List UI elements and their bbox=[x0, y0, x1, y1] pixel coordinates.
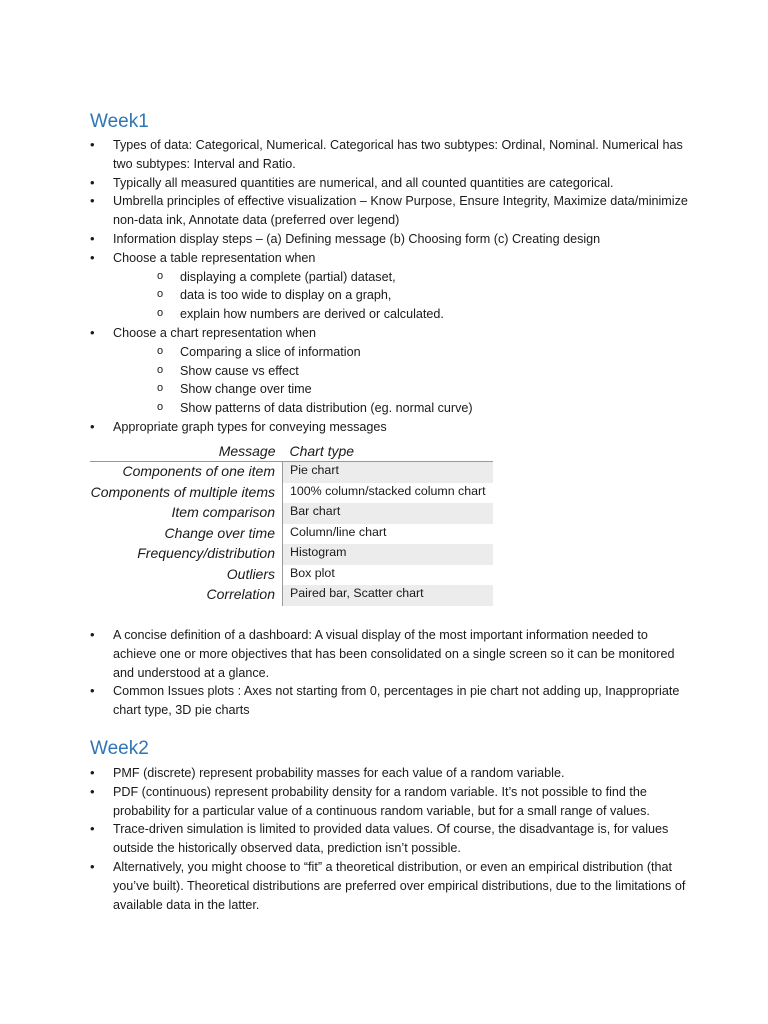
list-item: • PMF (discrete) represent probability masses for each value of a random variable. bbox=[90, 764, 690, 783]
list-item: • Alternatively, you might choose to “fit” a theoretical distribution, or even an empirical distribution (that you’ve built). Theoretical distributions are preferred over empirical distributions, due to the limitations of available data in the latter. bbox=[90, 858, 690, 914]
list-item bbox=[90, 249, 690, 324]
list-item: • Types of data: Categorical, Numerical. Categorical has two subtypes: Ordinal, Nominal. Numerical has two subtypes: Interval and Ratio. bbox=[90, 136, 690, 174]
table-row bbox=[90, 524, 493, 545]
table-row bbox=[90, 483, 493, 504]
sub-list-item: o displaying a complete (partial) dataset, bbox=[135, 268, 690, 287]
graph-types-table bbox=[90, 441, 493, 606]
table-cell-message: Correlation bbox=[90, 585, 283, 606]
table-cell-message: Components of one item bbox=[90, 462, 283, 483]
table-rep-sublist bbox=[113, 268, 690, 324]
table-cell-chart-type: Pie chart bbox=[283, 462, 493, 483]
sub-list-item: o data is too wide to display on a graph, bbox=[135, 286, 690, 305]
table-cell-chart-type: Column/line chart bbox=[290, 524, 387, 539]
table-row bbox=[90, 544, 493, 565]
week1-heading: Week1 bbox=[90, 111, 149, 132]
table-header-message: Message bbox=[90, 441, 283, 462]
week2-bullets bbox=[90, 764, 690, 914]
table-header-chart-type: Chart type bbox=[283, 441, 493, 462]
table-row bbox=[90, 503, 493, 524]
list-item: • Typically all measured quantities are numerical, and all counted quantities are categorical. bbox=[90, 174, 690, 193]
table-row bbox=[90, 462, 493, 483]
table-cell-chart-type: Box plot bbox=[290, 565, 335, 580]
list-item bbox=[90, 324, 690, 418]
table-cell-chart-type: Paired bar, Scatter chart bbox=[283, 585, 493, 606]
chart-rep-label: Choose a chart representation when bbox=[113, 325, 317, 340]
table-row bbox=[90, 565, 493, 586]
sub-list-item: o Show change over time bbox=[135, 380, 690, 399]
table-row bbox=[90, 585, 493, 606]
list-item: • Trace-driven simulation is limited to provided data values. Of course, the disadvantage is, for values outside the historically observed data, prediction isn’t possible. bbox=[90, 820, 690, 858]
table-cell-message: Frequency/distribution bbox=[90, 544, 283, 565]
table-cell-message: Outliers bbox=[90, 565, 283, 586]
list-item: • Information display steps – (a) Defining message (b) Choosing form (c) Creating design bbox=[90, 230, 690, 249]
table-cell-message: Item comparison bbox=[90, 503, 283, 524]
list-item: • Umbrella principles of effective visualization – Know Purpose, Ensure Integrity, Maximize data/minimize non-data ink, Annotate data (preferred over legend) bbox=[90, 192, 690, 230]
table-cell-message: Components of multiple items bbox=[90, 483, 283, 504]
sub-list-item: o explain how numbers are derived or calculated. bbox=[135, 305, 690, 324]
week1-bullets-b bbox=[90, 626, 690, 720]
sub-list-item: o Show patterns of data distribution (eg. normal curve) bbox=[135, 399, 690, 418]
table-rep-label: Choose a table representation when bbox=[113, 250, 316, 265]
list-item: • Appropriate graph types for conveying messages bbox=[90, 418, 690, 437]
list-item: • Common Issues plots : Axes not starting from 0, percentages in pie chart not adding up, Inappropriate chart type, 3D pie charts bbox=[90, 682, 690, 720]
list-item: • PDF (continuous) represent probability density for a random variable. It’s not possible to find the probability for a particular value of a continuous random variable, but for a small range of values. bbox=[90, 783, 690, 821]
table-cell-chart-type: 100% column/stacked column chart bbox=[290, 483, 486, 498]
table-cell-message: Change over time bbox=[90, 524, 283, 545]
sub-list-item: o Comparing a slice of information bbox=[135, 343, 690, 362]
table-cell-chart-type: Histogram bbox=[283, 544, 493, 565]
chart-rep-sublist bbox=[113, 343, 690, 418]
week1-bullets-a bbox=[90, 136, 690, 437]
sub-list-item: o Show cause vs effect bbox=[135, 362, 690, 381]
week2-heading: Week2 bbox=[90, 738, 149, 759]
list-item: • A concise definition of a dashboard: A visual display of the most important information needed to achieve one or more objectives that has been consolidated on a single screen so it can be monitored and understood at a glance. bbox=[90, 626, 690, 682]
table-cell-chart-type: Bar chart bbox=[283, 503, 493, 524]
